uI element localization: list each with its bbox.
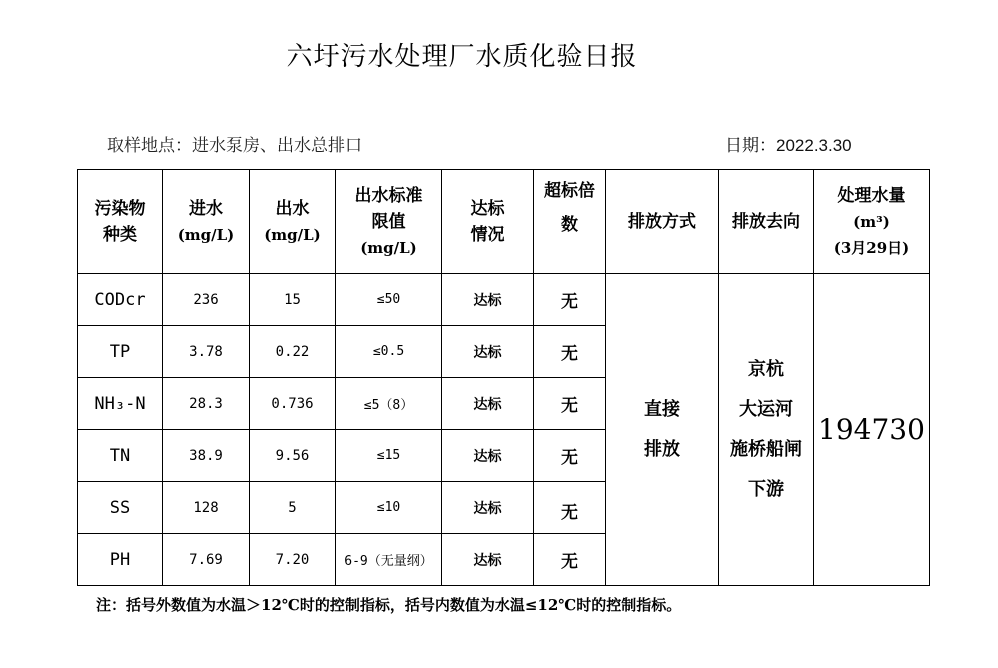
header-destination: 排放去向 bbox=[719, 170, 814, 274]
table-header-row bbox=[78, 170, 930, 274]
header-limit-line1: 出水标准 bbox=[354, 185, 423, 206]
inflow-value: 128 bbox=[163, 482, 250, 534]
outflow-value: 7.20 bbox=[250, 534, 336, 586]
header-volume-unit: (m³) bbox=[853, 212, 890, 231]
header-method: 排放方式 bbox=[606, 170, 719, 274]
outflow-value: 5 bbox=[250, 482, 336, 534]
pollutant-name: SS bbox=[78, 482, 163, 534]
header-exceed-line2: 数 bbox=[561, 215, 578, 235]
header-exceed bbox=[534, 170, 606, 274]
destination-line2: 大运河 bbox=[739, 398, 793, 420]
limit-value: ≤5（8） bbox=[336, 378, 442, 430]
exceed-multiple: 无 bbox=[534, 378, 606, 430]
table-row bbox=[78, 274, 930, 326]
pollutant-name: TN bbox=[78, 430, 163, 482]
compliance-status: 达标 bbox=[442, 430, 534, 482]
header-volume-line1: 处理水量 bbox=[837, 185, 906, 206]
header-exceed-line1: 超标倍 bbox=[544, 181, 595, 201]
report-date: 日期：2022.3.30 bbox=[725, 136, 852, 155]
limit-value: ≤15 bbox=[336, 430, 442, 482]
exceed-multiple: 无 bbox=[534, 430, 606, 482]
header-limit-line2: 限值 bbox=[371, 211, 406, 232]
compliance-status: 达标 bbox=[442, 378, 534, 430]
compliance-status: 达标 bbox=[442, 274, 534, 326]
discharge-method bbox=[606, 274, 719, 586]
inflow-value: 3.78 bbox=[163, 326, 250, 378]
compliance-status: 达标 bbox=[442, 534, 534, 586]
pollutant-name: TP bbox=[78, 326, 163, 378]
exceed-multiple: 无 bbox=[534, 326, 606, 378]
limit-value: ≤0.5 bbox=[336, 326, 442, 378]
discharge-method-line1: 直接 bbox=[644, 398, 680, 420]
limit-value: ≤10 bbox=[336, 482, 442, 534]
pollutant-name: NH₃-N bbox=[78, 378, 163, 430]
footnote: 注：括号外数值为水温＞12℃时的控制指标，括号内数值为水温≤12℃时的控制指标。 bbox=[96, 596, 682, 614]
header-compliance-line2: 情况 bbox=[470, 224, 505, 245]
header-outflow-line1: 出水 bbox=[275, 198, 310, 219]
exceed-multiple: 无 bbox=[534, 482, 606, 534]
inflow-value: 7.69 bbox=[163, 534, 250, 586]
destination-line1: 京杭 bbox=[748, 358, 784, 380]
report-title: 六圩污水处理厂水质化验日报 bbox=[286, 42, 638, 72]
header-pollutant-line1: 污染物 bbox=[94, 198, 146, 219]
header-limit bbox=[336, 170, 442, 274]
outflow-value: 0.22 bbox=[250, 326, 336, 378]
inflow-value: 236 bbox=[163, 274, 250, 326]
header-inflow-line1: 进水 bbox=[189, 198, 223, 219]
header-outflow-unit: (mg/L) bbox=[264, 225, 321, 244]
inflow-value: 28.3 bbox=[163, 378, 250, 430]
limit-value: 6-9（无量纲） bbox=[336, 534, 442, 586]
header-pollutant-line2: 种类 bbox=[103, 224, 137, 245]
header-compliance-line1: 达标 bbox=[470, 198, 505, 219]
discharge-destination bbox=[719, 274, 814, 586]
header-inflow-unit: (mg/L) bbox=[177, 225, 235, 244]
compliance-status: 达标 bbox=[442, 482, 534, 534]
destination-line3: 施桥船闸 bbox=[730, 438, 802, 460]
header-volume-date: (3月29日) bbox=[833, 238, 910, 257]
pollutant-name: CODcr bbox=[78, 274, 163, 326]
exceed-multiple: 无 bbox=[534, 534, 606, 586]
water-quality-table bbox=[77, 169, 930, 586]
outflow-value: 15 bbox=[250, 274, 336, 326]
pollutant-name: PH bbox=[78, 534, 163, 586]
exceed-multiple: 无 bbox=[534, 274, 606, 326]
header-outflow bbox=[250, 170, 336, 274]
header-pollutant bbox=[78, 170, 163, 274]
compliance-status: 达标 bbox=[442, 326, 534, 378]
header-volume bbox=[814, 170, 930, 274]
treated-volume: 194730 bbox=[814, 274, 930, 586]
outflow-value: 0.736 bbox=[250, 378, 336, 430]
outflow-value: 9.56 bbox=[250, 430, 336, 482]
destination-line4: 下游 bbox=[748, 478, 784, 500]
sampling-location: 取样地点：进水泵房、出水总排口 bbox=[107, 136, 362, 156]
limit-value: ≤50 bbox=[336, 274, 442, 326]
header-limit-unit: (mg/L) bbox=[360, 238, 417, 257]
header-compliance bbox=[442, 170, 534, 274]
discharge-method-line2: 排放 bbox=[644, 438, 680, 460]
inflow-value: 38.9 bbox=[163, 430, 250, 482]
header-inflow bbox=[163, 170, 250, 274]
